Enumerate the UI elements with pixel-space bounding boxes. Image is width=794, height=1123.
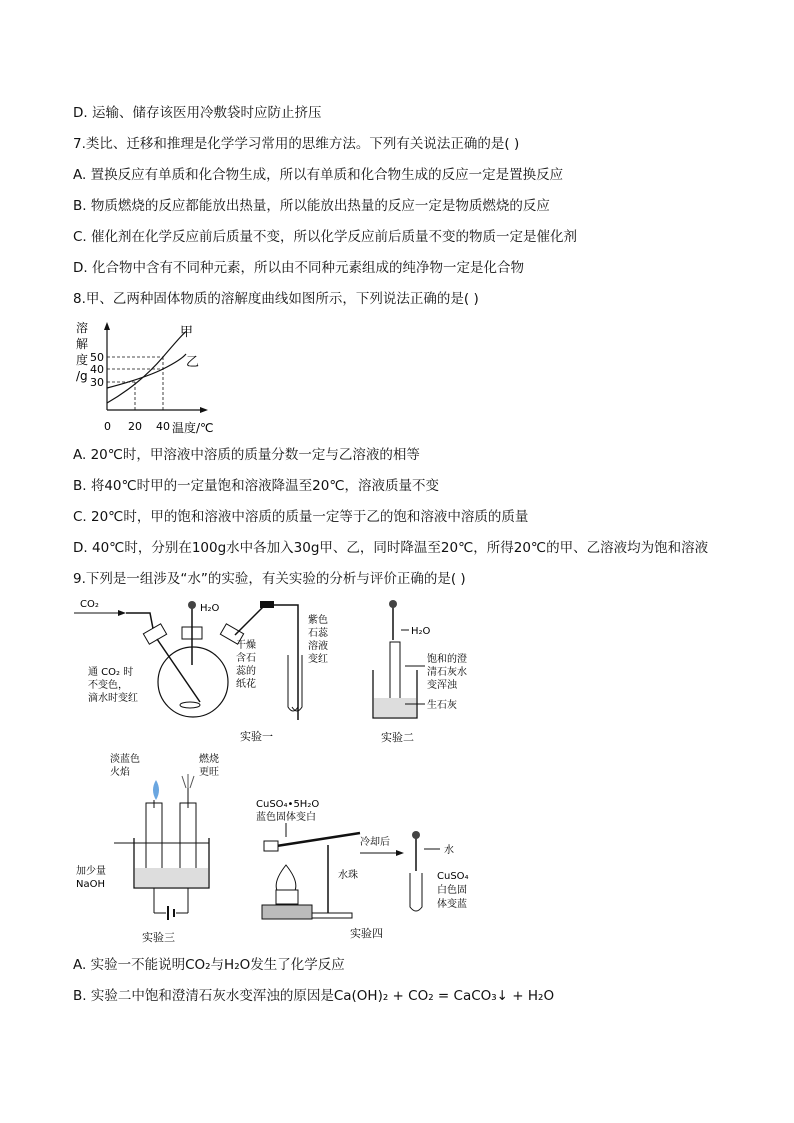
q8-option-c: C. 20℃时，甲的饱和溶液中溶质的质量一定等于乙的饱和溶液中溶质的质量 [73, 509, 529, 525]
match-icon [182, 774, 194, 788]
exp3-flame: 火焰 [110, 767, 130, 778]
q8-option-b: B. 将40℃时甲的一定量饱和溶液降温至20℃，溶液质量不变 [73, 478, 440, 494]
y-tick-30: 30 [90, 376, 104, 389]
exp2-caption: 实验二 [381, 731, 414, 744]
three-neck-flask [158, 647, 228, 717]
curve-yi [107, 354, 186, 388]
x-axis-label: 温度/℃ [172, 421, 214, 435]
exp4-result: CuSO₄ [437, 871, 469, 882]
exp4-result: 体变蓝 [437, 899, 467, 910]
paper-flower-icon [180, 702, 200, 708]
co2-label: CO₂ [80, 599, 99, 610]
q9-stem: 9.下列是一组涉及“水”的实验，有关实验的分析与评价正确的是( ) [73, 571, 466, 587]
exp3-burn: 燃烧 [199, 754, 219, 765]
flame-icon [153, 780, 159, 800]
h2o-label: H₂O [200, 603, 220, 614]
label-jia: 甲 [180, 325, 194, 340]
exp1-tube: 紫色 [308, 615, 328, 626]
ylabel-char: 溶 [76, 321, 89, 335]
dropper-bulb-icon [412, 831, 420, 839]
y-tick-50: 50 [90, 351, 104, 364]
exp2-note: 清石灰水 [427, 667, 467, 678]
ylabel-char: 度 [76, 353, 89, 367]
curve-jia [107, 332, 186, 403]
exp4-water: 水 [444, 845, 454, 856]
x-tick-0: 0 [104, 420, 111, 433]
exp1-dry: 含石 [236, 653, 256, 664]
label-yi: 乙 [186, 355, 200, 370]
q7-stem: 7.类比、迁移和推理是化学学习常用的思维方法。下列有关说法正确的是( ) [73, 136, 520, 152]
q7-option-b: B. 物质燃烧的反应都能放出热量，所以能放出热量的反应一定是物质燃烧的反应 [73, 198, 550, 214]
exp1-dry: 纸花 [236, 679, 256, 690]
exp4-caption: 实验四 [350, 927, 383, 940]
y-axis-label [76, 320, 88, 383]
q8-option-a: A. 20℃时，甲溶液中溶质的质量分数一定与乙溶液的相等 [73, 447, 420, 463]
x-tick-40: 40 [156, 420, 170, 433]
q7-option-a: A. 置换反应有单质和化合物生成，所以有单质和化合物生成的反应一定是置换反应 [73, 167, 564, 183]
ylabel-char: 解 [76, 337, 89, 351]
exp4-result: 白色固 [437, 885, 467, 896]
ylabel-char: /g [76, 369, 88, 383]
y-tick-40: 40 [90, 363, 104, 376]
experiment-two-figure [365, 600, 505, 750]
exp1-caption: 实验一 [240, 730, 273, 743]
exp2-note: 变浑浊 [427, 680, 457, 691]
q8-option-d: D. 40℃时，分别在100g水中各加入30g甲、乙，同时降温至20℃，所得20℃的甲、乙溶液均为饱和溶液 [73, 540, 709, 556]
exp1-note: 滴水时变红 [88, 693, 138, 704]
q6-option-d: D. 运输、储存该医用冷敷袋时应防止挤压 [73, 105, 322, 121]
exp1-dry: 干燥 [236, 640, 256, 651]
exp4-top: 蓝色固体变白 [256, 812, 316, 823]
exp3-naoh: NaOH [76, 879, 105, 890]
x-tick-20: 20 [128, 420, 142, 433]
exp3-caption: 实验三 [142, 931, 175, 944]
exp1-tube: 变红 [308, 654, 328, 665]
x-axis-arrow [200, 407, 208, 413]
experiment-four-figure [250, 795, 490, 945]
exp2-note: 饱和的澄 [427, 654, 467, 665]
exp2-h2o: H₂O [411, 626, 431, 637]
q7-option-c: C. 催化剂在化学反应前后质量不变，所以化学反应前后质量不变的物质一定是催化剂 [73, 229, 578, 245]
exp1-tube: 石蕊 [308, 628, 328, 639]
exp1-note: 通 CO₂ 时 [88, 667, 134, 678]
dropper-bulb-icon [389, 600, 397, 608]
exp2-lime: 生石灰 [427, 700, 457, 711]
exp1-tube: 溶液 [308, 641, 328, 652]
q9-option-a: A. 实验一不能说明CO₂与H₂O发生了化学反应 [73, 957, 345, 973]
exp3-flame: 淡蓝色 [110, 754, 140, 765]
experiment-one-figure [70, 595, 340, 750]
dropper-bulb-icon [188, 601, 196, 609]
exp3-burn: 更旺 [199, 767, 219, 778]
exp1-note: 不变色， [88, 680, 128, 691]
q7-option-d: D. 化合物中含有不同种元素，所以由不同种元素组成的纯净物一定是化合物 [73, 260, 524, 276]
solubility-curve-figure [70, 318, 230, 438]
exp3-naoh: 加少量 [76, 866, 106, 877]
q8-stem: 8.甲、乙两种固体物质的溶解度曲线如图所示，下列说法正确的是( ) [73, 291, 479, 307]
exp4-top: CuSO₄•5H₂O [256, 799, 320, 810]
exp4-drops: 水珠 [338, 870, 358, 881]
exp1-dry: 蕊的 [236, 666, 256, 677]
experiment-three-figure [74, 748, 234, 948]
exp4-cool: 冷却后 [360, 837, 390, 848]
y-axis-arrow [104, 322, 110, 330]
q9-option-b: B. 实验二中饱和澄清石灰水变浑浊的原因是Ca(OH)₂ + CO₂ = CaCO₃↓ + H₂O [73, 988, 555, 1004]
